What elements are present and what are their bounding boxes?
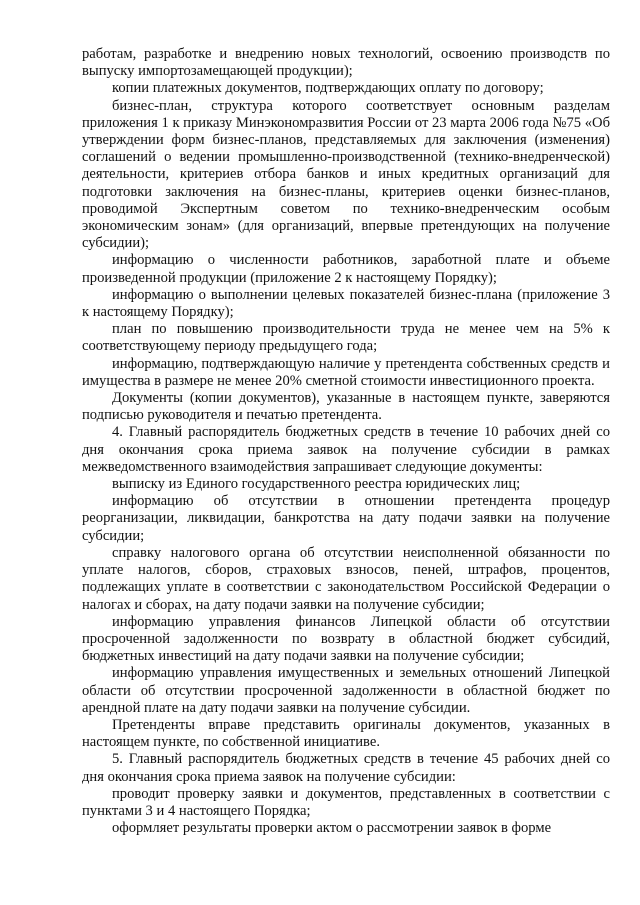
list-item-own-funds-info: информацию, подтверждающую наличие у претендента собственных средств и имущества в размере не менее 20% сметной стоимости инвестиционного проекта.: [82, 355, 610, 389]
list-item-payment-documents: копии платежных документов, подтверждающих оплату по договору;: [112, 80, 544, 97]
list-item-property-dept-info: информацию управления имущественных и земельных отношений Липецкой области об отсутствии просроченной задолженности в областной бюджет по арендной плате на дату подачи заявки на получение субсидии.: [82, 665, 610, 716]
section-5-heading-paragraph: 5. Главный распорядитель бюджетных средств в течение 45 рабочих дней со дня окончания срока приема заявок на получение субсидии:: [82, 751, 610, 785]
list-item-reorganization-info: информацию об отсутствии в отношении претендента процедур реорганизации, ликвидации, банкротства на дату подачи заявки на получение субсидии;: [82, 493, 610, 544]
paragraph-originals-right: Претенденты вправе представить оригиналы документов, указанных в настоящем пункте, по собственной инициативе.: [82, 716, 610, 751]
list-item-business-plan: бизнес-план, структура которого соответствует основным разделам приложения 1 к приказу Минэкономразвития России от 23 марта 2006 года №75 «Об утверждении форм бизнес-планов, представляемых для заключения (изменения) соглашений о ведении промышленно-производственной (технико-внедренческой) деятельности, критериев отбора банков и иных кредитных организаций для подготовки заключения на бизнес-планы, критериев оценки бизнес-планов, проводимой Экспертным советом по технико-внедренческим особым экономическим зонам» (для организаций, впервые претендующих на получение субсидии);: [82, 97, 610, 252]
list-item-finance-dept-info: информацию управления финансов Липецкой области об отсутствии просроченной задолженности по возврату в областной бюджет субсидий, бюджетных инвестиций на дату подачи заявки на получение субсидии;: [82, 613, 610, 665]
list-item-verification: проводит проверку заявки и документов, представленных в соответствии с пунктами 3 и 4 настоящего Порядка;: [82, 785, 610, 819]
list-item-employees-info: информацию о численности работников, заработной плате и объеме произведенной продукции (приложение 2 к настоящему Порядку);: [82, 252, 610, 286]
paragraph-continuation: работам, разработке и внедрению новых технологий, освоению производств по выпуску импортозамещающей продукции);: [82, 46, 610, 80]
section-4-heading-paragraph: 4. Главный распорядитель бюджетных средств в течение 10 рабочих дней со дня окончания срока приема заявок на получение субсидии в рамках межведомственного взаимодействия запрашивает следующие документы:: [82, 424, 610, 475]
list-item-act-of-review: оформляет результаты проверки актом о рассмотрении заявок в форме: [112, 820, 552, 837]
list-item-registry-extract: выписку из Единого государственного реестра юридических лиц;: [112, 476, 521, 493]
list-item-productivity-plan: план по повышению производительности труда не менее чем на 5% к соответствующему периоду предыдущего года;: [82, 321, 610, 355]
list-item-tax-certificate: справку налогового органа об отсутствии неисполненной обязанности по уплате налогов, сборов, страховых взносов, пеней, штрафов, процентов, подлежащих уплате в соответствии с законодательством Российской Федерации о налогах и сборах, на дату подачи заявки на получение субсидии;: [82, 544, 610, 613]
paragraph-certification: Документы (копии документов), указанные в настоящем пункте, заверяются подписью руководителя и печатью претендента.: [82, 390, 610, 424]
list-item-targets-info: информацию о выполнении целевых показателей бизнес-плана (приложение 3 к настоящему Порядку);: [82, 286, 610, 321]
